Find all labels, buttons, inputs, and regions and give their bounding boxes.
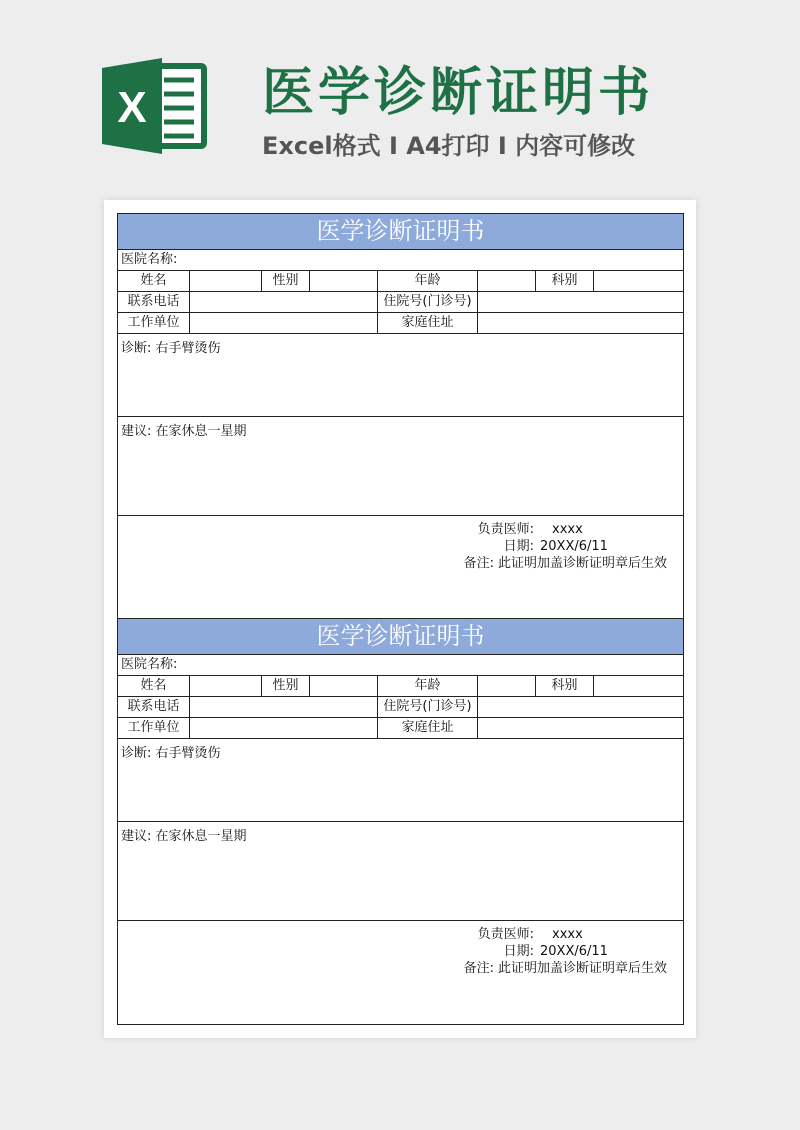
suggestion-field[interactable]: 建议: 在家休息一星期 [118, 822, 683, 921]
form-title: 医学诊断证明书 [118, 619, 683, 655]
phone-cell[interactable] [190, 697, 378, 717]
address-label: 家庭住址 [378, 718, 478, 738]
dept-cell[interactable] [594, 271, 683, 291]
date-value[interactable]: 20XX/6/11 [540, 944, 608, 959]
doctor-value[interactable]: xxxx [552, 927, 583, 942]
form-title: 医学诊断证明书 [118, 214, 683, 250]
phone-label: 联系电话 [118, 697, 190, 717]
work-label: 工作单位 [118, 313, 190, 333]
date-label: 日期: [503, 539, 534, 554]
logo-letter: X [117, 83, 147, 132]
work-cell[interactable] [190, 313, 378, 333]
doctor-label: 负责医师: [477, 927, 534, 942]
signature-area [118, 921, 683, 1024]
note-label: 备注: [463, 961, 494, 976]
excel-logo-icon [102, 56, 212, 156]
dept-label: 科别 [536, 271, 594, 291]
phone-cell[interactable] [190, 292, 378, 312]
banner [0, 0, 800, 190]
name-label: 姓名 [118, 676, 190, 696]
admission-cell[interactable] [478, 292, 683, 312]
work-cell[interactable] [190, 718, 378, 738]
note-label: 备注: [463, 556, 494, 571]
doctor-label: 负责医师: [477, 522, 534, 537]
hospital-name-field[interactable]: 医院名称: [118, 655, 683, 676]
signature-area [118, 516, 683, 619]
name-label: 姓名 [118, 271, 190, 291]
certificate-form-1 [117, 213, 684, 619]
address-label: 家庭住址 [378, 313, 478, 333]
note-value: 此证明加盖诊断证明章后生效 [498, 961, 668, 976]
address-cell[interactable] [478, 718, 683, 738]
diagnosis-field[interactable]: 诊断: 右手臂烫伤 [118, 739, 683, 822]
date-value[interactable]: 20XX/6/11 [540, 539, 608, 554]
name-cell[interactable] [190, 271, 262, 291]
diagnosis-field[interactable]: 诊断: 右手臂烫伤 [118, 334, 683, 417]
note-value: 此证明加盖诊断证明章后生效 [498, 556, 668, 571]
patient-info-row [118, 271, 683, 292]
certificate-form-2 [117, 619, 684, 1025]
phone-label: 联系电话 [118, 292, 190, 312]
gender-cell[interactable] [310, 271, 378, 291]
note-line [458, 552, 667, 571]
admission-cell[interactable] [478, 697, 683, 717]
age-label: 年龄 [378, 676, 478, 696]
note-line [458, 957, 667, 976]
sheet-page [104, 200, 696, 1038]
work-row [118, 718, 683, 739]
name-cell[interactable] [190, 676, 262, 696]
phone-row [118, 292, 683, 313]
age-label: 年龄 [378, 271, 478, 291]
doctor-value[interactable]: xxxx [552, 522, 583, 537]
dept-cell[interactable] [594, 676, 683, 696]
age-cell[interactable] [478, 676, 536, 696]
main-title: 医学诊断证明书 [262, 63, 655, 123]
dept-label: 科别 [536, 676, 594, 696]
gender-label: 性别 [262, 271, 310, 291]
sub-title: Excel格式 I A4打印 I 内容可修改 [262, 132, 636, 160]
suggestion-field[interactable]: 建议: 在家休息一星期 [118, 417, 683, 516]
admission-label: 住院号(门诊号) [378, 292, 478, 312]
hospital-name-field[interactable]: 医院名称: [118, 250, 683, 271]
work-label: 工作单位 [118, 718, 190, 738]
date-label: 日期: [503, 944, 534, 959]
gender-cell[interactable] [310, 676, 378, 696]
admission-label: 住院号(门诊号) [378, 697, 478, 717]
gender-label: 性别 [262, 676, 310, 696]
work-row [118, 313, 683, 334]
address-cell[interactable] [478, 313, 683, 333]
phone-row [118, 697, 683, 718]
age-cell[interactable] [478, 271, 536, 291]
patient-info-row [118, 676, 683, 697]
